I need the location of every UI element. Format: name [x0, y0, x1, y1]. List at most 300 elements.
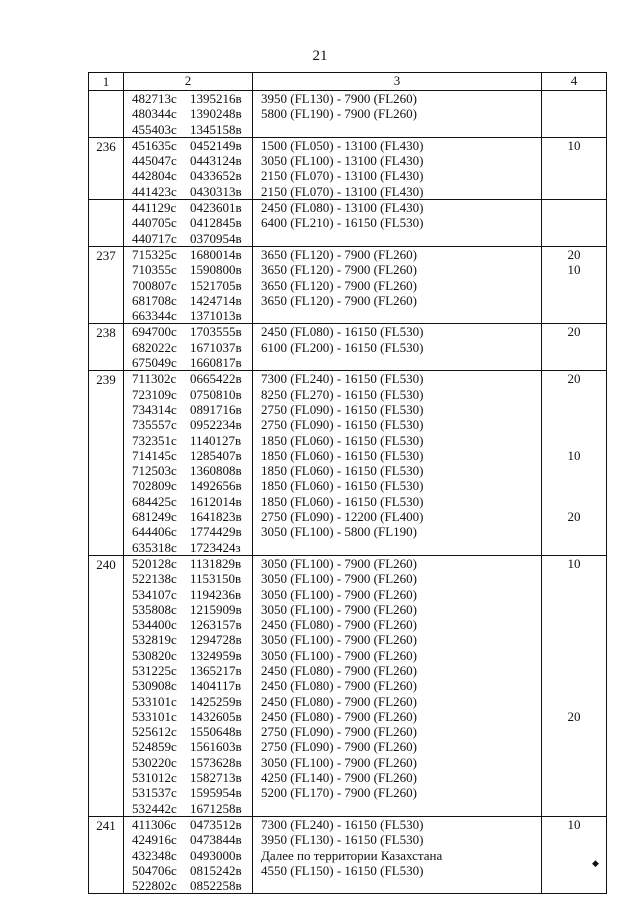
column-4-value: [542, 402, 606, 417]
coordinates-cell: [124, 555, 253, 816]
latitude-value: 715325с: [132, 246, 177, 262]
latitude-value: 684425с: [132, 493, 177, 509]
altitude-range: 3050 (FL100) - 5800 (FL190): [261, 524, 417, 540]
latitude-value: 522802с: [132, 878, 177, 894]
longitude-value: 1573628в: [190, 754, 242, 770]
column-4-value: [542, 801, 606, 816]
table-body: [89, 91, 607, 894]
coordinate-line: [124, 602, 252, 617]
coordinate-line: [124, 448, 252, 463]
longitude-value: 0815242в: [190, 862, 242, 878]
altitude-range: 3050 (FL100) - 7900 (FL260): [261, 754, 417, 770]
longitude-value: 0423601в: [190, 200, 242, 216]
coordinate-line: [124, 556, 252, 571]
table-row: [89, 137, 607, 199]
coordinate-line: [124, 770, 252, 785]
latitude-value: 432348с: [132, 847, 177, 863]
longitude-value: 1432605в: [190, 708, 242, 724]
corner-mark: ◆: [592, 858, 599, 868]
value-cell: [542, 816, 607, 893]
latitude-value: 644406с: [132, 524, 177, 540]
longitude-value: 1671258в: [190, 800, 242, 816]
column-header-3: 3: [253, 73, 542, 91]
altitude-range: 2450 (FL080) - 7900 (FL260): [261, 693, 417, 709]
latitude-value: 530820с: [132, 647, 177, 663]
altitude-range: 2450 (FL080) - 7900 (FL260): [261, 708, 417, 724]
longitude-value: 1215909в: [190, 601, 242, 617]
value-cell: [542, 555, 607, 816]
latitude-value: 735557с: [132, 417, 177, 433]
coordinate-line: [124, 617, 252, 632]
coordinate-line: [124, 832, 252, 847]
coordinate-line: [124, 724, 252, 739]
altitude-range: 5200 (FL170) - 7900 (FL260): [261, 785, 417, 801]
coordinate-line: [124, 138, 252, 153]
longitude-value: 1404117в: [190, 678, 242, 694]
altitude-range: 1850 (FL060) - 16150 (FL530): [261, 463, 424, 479]
value-cell: [542, 200, 607, 247]
value-cell: [542, 137, 607, 199]
coordinate-line: [124, 848, 252, 863]
table-row: [89, 555, 607, 816]
column-4-value: [542, 602, 606, 617]
column-4-value: 20: [567, 509, 581, 525]
coordinates-cell: [124, 371, 253, 556]
latitude-value: 530220с: [132, 754, 177, 770]
altitude-range: 1850 (FL060) - 16150 (FL530): [261, 478, 424, 494]
latitude-value: 681708с: [132, 292, 177, 308]
column-4-value: [542, 785, 606, 800]
route-number-cell: 236: [89, 137, 124, 199]
column-4-value: 20: [567, 324, 581, 340]
altitude-range: 2450 (FL080) - 7900 (FL260): [261, 617, 417, 633]
coordinate-line: [124, 293, 252, 308]
value-cell: [542, 246, 607, 323]
latitude-value: 504706с: [132, 862, 177, 878]
column-4-value: 20: [567, 371, 581, 387]
column-4-value: [542, 417, 606, 432]
coordinate-line: [124, 417, 252, 432]
latitude-value: 635318с: [132, 539, 177, 555]
column-header-2: 2: [124, 73, 253, 91]
coordinate-line: [124, 371, 252, 386]
coordinate-line: [124, 168, 252, 183]
longitude-value: 1561603в: [190, 739, 242, 755]
altitude-range: 3050 (FL100) - 7900 (FL260): [261, 571, 417, 587]
longitude-value: 0370954в: [190, 230, 242, 246]
altitude-range: 7300 (FL240) - 16150 (FL530): [261, 816, 424, 832]
column-4-value: [542, 91, 606, 106]
longitude-value: 1703555в: [190, 324, 242, 340]
altitude-cell: [253, 555, 542, 816]
column-4-value: [542, 678, 606, 693]
longitude-value: 1550648в: [190, 724, 242, 740]
longitude-value: 0493000в: [190, 847, 242, 863]
longitude-value: 0412845в: [190, 215, 242, 231]
coordinates-cell: [124, 91, 253, 138]
column-4-value: 20: [567, 246, 581, 262]
coordinate-line: [124, 863, 252, 878]
latitude-value: 702809с: [132, 478, 177, 494]
coordinates-cell: [124, 137, 253, 199]
coordinate-line: [124, 694, 252, 709]
longitude-value: 1140127в: [190, 432, 242, 448]
latitude-value: 522138с: [132, 571, 177, 587]
altitude-range: 3050 (FL100) - 7900 (FL260): [261, 632, 417, 648]
altitude-range: 2750 (FL090) - 12200 (FL400): [261, 509, 424, 525]
coordinate-line: [124, 755, 252, 770]
coordinate-line: [124, 106, 252, 121]
route-number-cell: 239: [89, 371, 124, 556]
column-4-value: [542, 215, 606, 230]
altitude-cell: [253, 246, 542, 323]
latitude-value: 694700с: [132, 324, 177, 340]
latitude-value: 441129с: [132, 200, 177, 216]
column-4-value: 10: [567, 262, 581, 278]
longitude-value: 1641823в: [190, 509, 242, 525]
table-row: [89, 246, 607, 323]
column-4-value: [542, 494, 606, 509]
altitude-range: 6100 (FL200) - 16150 (FL530): [261, 339, 424, 355]
column-4-value: [542, 122, 606, 137]
coordinate-line: [124, 478, 252, 493]
latitude-value: 663344с: [132, 308, 177, 324]
table-row: [89, 200, 607, 247]
column-4-value: [542, 724, 606, 739]
coordinate-line: [124, 663, 252, 678]
coordinate-line: [124, 817, 252, 832]
column-4-value: [542, 478, 606, 493]
latitude-value: 712503с: [132, 463, 177, 479]
longitude-value: 1294728в: [190, 632, 242, 648]
route-number-cell: [89, 200, 124, 247]
altitude-range: [253, 540, 541, 555]
longitude-value: 1390248в: [190, 106, 242, 122]
value-cell: [542, 371, 607, 556]
column-4-value: 10: [567, 816, 581, 832]
coordinate-line: [124, 648, 252, 663]
longitude-value: 1395216в: [190, 91, 242, 106]
longitude-value: 0443124в: [190, 153, 242, 169]
longitude-value: 0473512в: [190, 816, 242, 832]
coordinate-line: [124, 540, 252, 555]
longitude-value: 1263157в: [190, 617, 242, 633]
latitude-value: 524859с: [132, 739, 177, 755]
column-4-value: 20: [567, 708, 581, 724]
latitude-value: 531537с: [132, 785, 177, 801]
coordinate-line: [124, 308, 252, 323]
column-4-value: [542, 433, 606, 448]
coordinate-line: [124, 739, 252, 754]
altitude-range: 1850 (FL060) - 16150 (FL530): [261, 432, 424, 448]
latitude-value: 732351с: [132, 432, 177, 448]
coordinate-line: [124, 340, 252, 355]
coordinate-line: [124, 785, 252, 800]
longitude-value: 1612014в: [190, 493, 242, 509]
altitude-range: [253, 878, 541, 893]
column-4-value: [542, 632, 606, 647]
route-number-cell: 238: [89, 324, 124, 371]
column-4-value: [542, 153, 606, 168]
column-4-value: [542, 878, 606, 893]
altitude-range: 3650 (FL120) - 7900 (FL260): [261, 277, 417, 293]
coordinate-line: [124, 247, 252, 262]
coordinate-line: [124, 153, 252, 168]
altitude-range: 2750 (FL090) - 16150 (FL530): [261, 401, 424, 417]
altitude-cell: [253, 137, 542, 199]
longitude-value: 0665422в: [190, 371, 242, 387]
altitude-range: 3650 (FL120) - 7900 (FL260): [261, 246, 417, 262]
longitude-value: 1590800в: [190, 262, 242, 278]
latitude-value: 532442с: [132, 800, 177, 816]
altitude-range: 3050 (FL100) - 7900 (FL260): [261, 647, 417, 663]
column-4-value: [542, 755, 606, 770]
coordinate-line: [124, 215, 252, 230]
altitude-cell: [253, 91, 542, 138]
latitude-value: 424916с: [132, 832, 177, 848]
coordinate-line: [124, 355, 252, 370]
column-4-value: [542, 524, 606, 539]
latitude-value: 445047с: [132, 153, 177, 169]
column-4-value: [542, 832, 606, 847]
longitude-value: 1774429в: [190, 524, 242, 540]
latitude-value: 480344с: [132, 106, 177, 122]
table-row: [89, 324, 607, 371]
column-4-value: [542, 463, 606, 478]
latitude-value: 682022с: [132, 339, 177, 355]
altitude-range: 3950 (FL130) - 7900 (FL260): [261, 91, 417, 106]
longitude-value: 0430313в: [190, 183, 242, 199]
coordinate-line: [124, 387, 252, 402]
column-4-value: 10: [567, 447, 581, 463]
table-row: [89, 371, 607, 556]
longitude-value: 1424714в: [190, 292, 242, 308]
latitude-value: 534400с: [132, 617, 177, 633]
latitude-value: 681249с: [132, 509, 177, 525]
altitude-range: 3050 (FL100) - 7900 (FL260): [261, 555, 417, 571]
latitude-value: 520128с: [132, 555, 177, 571]
column-4-value: [542, 663, 606, 678]
altitude-range: 7300 (FL240) - 16150 (FL530): [261, 371, 424, 387]
altitude-range: 3650 (FL120) - 7900 (FL260): [261, 262, 417, 278]
coordinate-line: [124, 878, 252, 893]
longitude-value: 1425259в: [190, 693, 242, 709]
altitude-range: [253, 801, 541, 816]
longitude-value: 0452149в: [190, 137, 242, 153]
longitude-value: 0750810в: [190, 386, 242, 402]
latitude-value: 532819с: [132, 632, 177, 648]
altitude-range: 3050 (FL100) - 13100 (FL430): [261, 153, 424, 169]
longitude-value: 0852258в: [190, 878, 242, 894]
altitude-range: 2150 (FL070) - 13100 (FL430): [261, 168, 424, 184]
altitude-range: Далее по территории Казахстана: [261, 847, 443, 863]
column-4-value: [542, 231, 606, 246]
column-4-value: [542, 648, 606, 663]
altitude-range: 3650 (FL120) - 7900 (FL260): [261, 292, 417, 308]
latitude-value: 440717с: [132, 230, 177, 246]
coordinate-line: [124, 200, 252, 215]
longitude-value: 1324959в: [190, 647, 242, 663]
longitude-value: 1371013в: [190, 308, 242, 324]
longitude-value: 0473844в: [190, 832, 242, 848]
route-table: [88, 72, 607, 894]
altitude-range: 1500 (FL050) - 13100 (FL430): [261, 137, 424, 153]
latitude-value: 442804с: [132, 168, 177, 184]
coordinate-line: [124, 632, 252, 647]
column-4-value: [542, 278, 606, 293]
latitude-value: 530908с: [132, 678, 177, 694]
longitude-value: 0891716в: [190, 401, 242, 417]
column-4-value: [542, 308, 606, 323]
column-4-value: [542, 340, 606, 355]
coordinate-line: [124, 709, 252, 724]
latitude-value: 714145с: [132, 447, 177, 463]
route-number-cell: 237: [89, 246, 124, 323]
coordinate-line: [124, 262, 252, 277]
longitude-value: 1671037в: [190, 339, 242, 355]
longitude-value: 1153150в: [190, 571, 242, 587]
column-4-value: [542, 540, 606, 555]
coordinates-cell: [124, 816, 253, 893]
longitude-value: 1521705в: [190, 277, 242, 293]
coordinate-line: [124, 587, 252, 602]
longitude-value: 1285407в: [190, 447, 242, 463]
column-4-value: [542, 770, 606, 785]
altitude-cell: [253, 324, 542, 371]
altitude-range: 8250 (FL270) - 16150 (FL530): [261, 386, 424, 402]
header-row: [89, 73, 607, 91]
longitude-value: 1365217в: [190, 662, 242, 678]
longitude-value: 1680014в: [190, 246, 242, 262]
altitude-range: 2750 (FL090) - 16150 (FL530): [261, 417, 424, 433]
latitude-value: 710355с: [132, 262, 177, 278]
altitude-range: [253, 122, 541, 137]
table-row: [89, 816, 607, 893]
latitude-value: 534107с: [132, 586, 177, 602]
longitude-value: 1360808в: [190, 463, 242, 479]
altitude-range: 6400 (FL210) - 16150 (FL530): [261, 215, 424, 231]
longitude-value: 1582713в: [190, 770, 242, 786]
altitude-range: 1850 (FL060) - 16150 (FL530): [261, 447, 424, 463]
coordinates-cell: [124, 246, 253, 323]
altitude-range: 2750 (FL090) - 7900 (FL260): [261, 724, 417, 740]
column-4-value: 10: [567, 555, 581, 571]
coordinate-line: [124, 324, 252, 339]
altitude-range: 3050 (FL100) - 7900 (FL260): [261, 601, 417, 617]
column-4-value: 10: [567, 137, 581, 153]
longitude-value: 1723424з: [190, 539, 241, 555]
route-number-cell: 241: [89, 816, 124, 893]
coordinate-line: [124, 524, 252, 539]
altitude-cell: [253, 371, 542, 556]
altitude-range: 2450 (FL080) - 13100 (FL430): [261, 200, 424, 216]
altitude-range: 5800 (FL190) - 7900 (FL260): [261, 106, 417, 122]
latitude-value: 675049с: [132, 355, 177, 371]
coordinate-line: [124, 231, 252, 246]
coordinate-line: [124, 509, 252, 524]
latitude-value: 440705с: [132, 215, 177, 231]
latitude-value: 700807с: [132, 277, 177, 293]
column-4-value: [542, 617, 606, 632]
latitude-value: 525612с: [132, 724, 177, 740]
page-number: 21: [312, 48, 328, 64]
altitude-cell: [253, 200, 542, 247]
altitude-cell: [253, 816, 542, 893]
coordinate-line: [124, 402, 252, 417]
latitude-value: 455403с: [132, 121, 177, 137]
latitude-value: 531012с: [132, 770, 177, 786]
altitude-range: 2450 (FL080) - 7900 (FL260): [261, 662, 417, 678]
column-header-1: 1: [89, 73, 124, 91]
altitude-range: 2450 (FL080) - 16150 (FL530): [261, 324, 424, 340]
column-4-value: [542, 739, 606, 754]
coordinate-line: [124, 463, 252, 478]
altitude-range: [253, 231, 541, 246]
coordinates-cell: [124, 200, 253, 247]
coordinate-line: [124, 801, 252, 816]
coordinate-line: [124, 91, 252, 106]
latitude-value: 533101с: [132, 708, 177, 724]
column-4-value: [542, 355, 606, 370]
longitude-value: 1492656в: [190, 478, 242, 494]
altitude-range: 4550 (FL150) - 16150 (FL530): [261, 862, 424, 878]
coordinate-line: [124, 184, 252, 199]
latitude-value: 734314с: [132, 401, 177, 417]
coordinates-cell: [124, 324, 253, 371]
route-number-cell: 240: [89, 555, 124, 816]
route-number-cell: [89, 91, 124, 138]
longitude-value: 1595954в: [190, 785, 242, 801]
altitude-range: 4250 (FL140) - 7900 (FL260): [261, 770, 417, 786]
coordinate-line: [124, 678, 252, 693]
coordinate-line: [124, 278, 252, 293]
longitude-value: 0433652в: [190, 168, 242, 184]
column-4-value: [542, 293, 606, 308]
coordinate-line: [124, 433, 252, 448]
altitude-range: 2750 (FL090) - 7900 (FL260): [261, 739, 417, 755]
latitude-value: 723109с: [132, 386, 177, 402]
longitude-value: 1194236в: [190, 586, 242, 602]
column-header-4: 4: [542, 73, 607, 91]
altitude-range: 1850 (FL060) - 16150 (FL530): [261, 493, 424, 509]
altitude-range: 3050 (FL100) - 7900 (FL260): [261, 586, 417, 602]
latitude-value: 441423с: [132, 183, 177, 199]
coordinate-line: [124, 571, 252, 586]
altitude-range: [253, 308, 541, 323]
column-4-value: [542, 200, 606, 215]
column-4-value: [542, 106, 606, 121]
longitude-value: 1660817в: [190, 355, 242, 371]
altitude-range: 2450 (FL080) - 7900 (FL260): [261, 678, 417, 694]
altitude-range: [253, 355, 541, 370]
value-cell: [542, 91, 607, 138]
column-4-value: [542, 571, 606, 586]
longitude-value: 1345158в: [190, 121, 242, 137]
column-4-value: [542, 168, 606, 183]
table-row: [89, 91, 607, 138]
latitude-value: 711302с: [132, 371, 177, 387]
column-4-value: [542, 587, 606, 602]
longitude-value: 1131829в: [190, 555, 242, 571]
column-4-value: [542, 694, 606, 709]
latitude-value: 535808с: [132, 601, 177, 617]
latitude-value: 531225с: [132, 662, 177, 678]
coordinate-line: [124, 122, 252, 137]
longitude-value: 0952234в: [190, 417, 242, 433]
latitude-value: 411306с: [132, 816, 177, 832]
column-4-value: [542, 184, 606, 199]
value-cell: [542, 324, 607, 371]
